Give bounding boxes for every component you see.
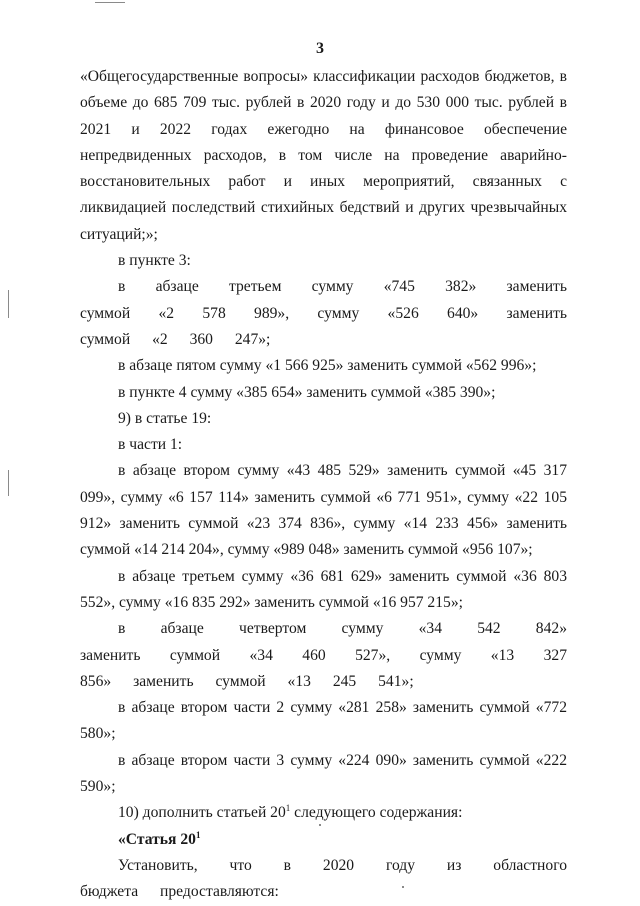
paragraph-establish: Установить, что в 2020 году из областного бюджета предоставляются: [80,856,567,901]
paragraph-abzac-4: в абзаце четвертом сумму «34 542 842» заменить суммой «34 460 527», сумму «13 327 856» заменить суммой «13 245 541»; [80,620,567,690]
article-heading [80,827,567,853]
scan-mark-left-1 [8,290,9,318]
scan-mark-left-2 [8,470,9,496]
paragraph-item-10 [80,800,567,826]
paragraph-part-3: в абзаце втором части 3 сумму «224 090» заменить суммой «222 590»; [80,751,567,796]
paragraph-abzac-2: в абзаце втором сумму «43 485 529» заменить суммой «45 317 099», сумму «6 157 114» заменить суммой «6 771 951», сумму «22 105 912» заменить суммой «23 374 836», сумму «14 233 456» заменить суммой «14 214 204», сумму «989 048» заменить суммой «956 107»; [80,462,567,559]
paragraph-abzac-3-part1: в абзаце третьем сумму «36 681 629» заменить суммой «36 803 552», сумму «16 835 292» заменить суммой «16 957 215»; [80,567,567,611]
scan-mark-top [95,2,125,3]
paragraph-abzac-5: в абзаце пятом сумму «1 566 925» заменить суммой «562 996»; [118,357,537,375]
paragraph-point-3: в пункте 3: [118,252,191,270]
article-heading-text: «Статья 20 [118,830,196,848]
paragraph-abzac-3: в абзаце третьем сумму «745 382» заменить суммой «2 578 989», сумму «526 640» заменить суммой «2 360 247»; [80,278,567,348]
scan-mark-dot-2 [402,886,404,888]
item-10-tail: следующего содержания: [290,804,463,822]
article-heading-sup: 1 [195,829,201,840]
paragraph-item-9: 9) в статье 19: [118,409,212,427]
scan-mark-dot-1 [319,824,321,826]
document-body [80,64,567,906]
item-10-sup: 1 [285,803,291,814]
page-number: 3 [316,40,324,57]
paragraph-part-1: в части 1: [118,436,183,454]
paragraph-point-4: в пункте 4 сумму «385 654» заменить суммой «385 390»; [118,383,496,401]
paragraph-reserve-fund: «Общегосударственные вопросы» классификации расходов бюджетов, в объеме до 685 709 тыс. рублей в 2020 году и до 530 000 тыс. рублей в 2021 и 2022 годах ежегодно на финансовое обеспечение непредвиденных расходов, в том числе на проведение аварийно-восстановительных работ и иных мероприятий, связанных с ликвидацией последствий стихийных бедствий и других чрезвычайных ситуаций;»; [80,68,567,243]
paragraph-part-2: в абзаце втором части 2 сумму «281 258» заменить суммой «772 580»; [80,699,567,743]
item-10-text: 10) дополнить статьей 20 [118,804,286,822]
